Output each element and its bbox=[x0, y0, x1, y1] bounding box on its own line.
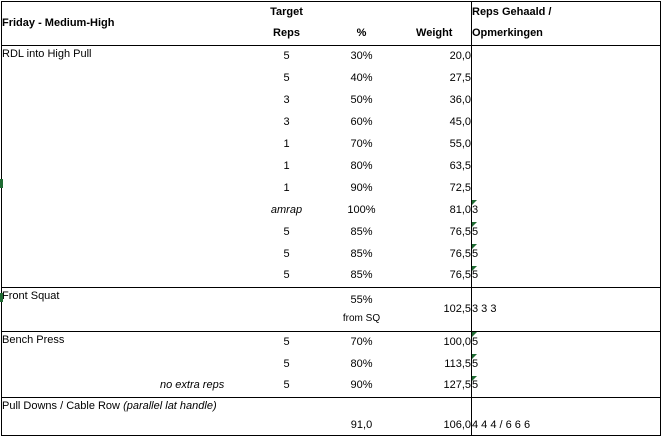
cell-notes[interactable] bbox=[472, 178, 661, 200]
cell-notes[interactable]: 5 bbox=[472, 222, 661, 244]
cell-reps[interactable]: 5 bbox=[283, 71, 290, 84]
header-spacer-weight bbox=[398, 2, 472, 24]
cell-weight[interactable]: 100,0 bbox=[398, 332, 472, 354]
table-row bbox=[2, 332, 661, 354]
cell-reps[interactable]: 5 bbox=[283, 247, 290, 260]
cell-notes[interactable]: 3 3 3 bbox=[472, 288, 661, 332]
header-reps: Reps bbox=[273, 27, 300, 40]
cell-pct[interactable]: 50% bbox=[350, 93, 373, 106]
cell-notes[interactable] bbox=[472, 112, 661, 134]
cell-weight[interactable]: 27,5 bbox=[449, 71, 471, 84]
cell-weight[interactable]: 76,5 bbox=[449, 247, 471, 260]
row-marker-icon bbox=[0, 293, 3, 302]
cell-pct[interactable]: 40% bbox=[350, 71, 373, 84]
cell-weight[interactable]: 55,0 bbox=[449, 137, 471, 150]
cell-pct[interactable] bbox=[326, 288, 398, 332]
page-title: Friday - Medium-High bbox=[2, 2, 248, 46]
exercise-name-text: Pull Downs / Cable Row bbox=[2, 400, 120, 412]
table-header-row-1 bbox=[2, 2, 661, 24]
cell-weight[interactable]: 76,5 bbox=[449, 225, 471, 238]
cell-reps[interactable]: 1 bbox=[283, 137, 290, 150]
cell-notes[interactable] bbox=[472, 134, 661, 156]
exercise-name-pull-downs bbox=[2, 398, 248, 436]
cell-weight[interactable]: 106,0 bbox=[398, 398, 472, 436]
cell-reps-amrap[interactable]: amrap bbox=[270, 203, 303, 216]
header-notes-line2: Opmerkingen bbox=[472, 24, 661, 46]
cell-notes[interactable]: 5 bbox=[472, 266, 661, 288]
cell-pct[interactable]: 70% bbox=[350, 137, 373, 150]
cell-reps[interactable] bbox=[248, 398, 326, 436]
header-notes-line1: Reps Gehaald / bbox=[472, 2, 661, 24]
header-spacer-pct bbox=[326, 2, 398, 24]
table-row bbox=[2, 398, 661, 436]
cell-reps[interactable]: no extra reps 5 bbox=[160, 379, 290, 392]
cell-pct[interactable]: 90% bbox=[350, 181, 373, 194]
cell-pct[interactable]: 85% bbox=[350, 269, 373, 282]
cell-pct[interactable]: 90% bbox=[350, 379, 373, 392]
cell-notes[interactable]: 5 bbox=[472, 332, 661, 354]
spreadsheet-sheet bbox=[0, 1, 661, 432]
cell-reps[interactable]: 3 bbox=[283, 93, 290, 106]
cell-pct-source: from SQ bbox=[342, 312, 381, 324]
exercise-name-front-squat: Front Squat bbox=[2, 288, 248, 332]
cell-pct[interactable]: 30% bbox=[326, 46, 398, 68]
cell-pct-value: 55% bbox=[350, 293, 373, 306]
header-weight: Weight bbox=[416, 27, 453, 40]
cell-reps[interactable]: 5 bbox=[283, 269, 290, 282]
cell-pct[interactable]: 85% bbox=[350, 225, 373, 238]
cell-pct[interactable]: 80% bbox=[350, 159, 373, 172]
cell-weight[interactable]: 76,5 bbox=[449, 269, 471, 282]
cell-reps[interactable]: 5 bbox=[283, 357, 290, 370]
cell-notes[interactable] bbox=[472, 68, 661, 90]
cell-weight[interactable]: 36,0 bbox=[449, 93, 471, 106]
cell-notes[interactable]: 3 bbox=[472, 200, 661, 222]
cell-notes[interactable]: 4 4 4 / 6 6 6 bbox=[472, 398, 661, 436]
workout-table bbox=[1, 1, 661, 436]
cell-notes[interactable] bbox=[472, 46, 661, 68]
cell-weight[interactable]: 127,5 bbox=[443, 379, 471, 392]
cell-pct[interactable]: 80% bbox=[350, 357, 373, 370]
exercise-name-suffix: (parallel lat handle) bbox=[123, 400, 217, 412]
cell-weight[interactable]: 63,5 bbox=[449, 159, 471, 172]
cell-pct[interactable]: 91,0 bbox=[326, 398, 398, 436]
header-target: Target bbox=[248, 2, 326, 24]
cell-pct[interactable]: 85% bbox=[350, 247, 373, 260]
cell-reps[interactable]: 5 bbox=[248, 46, 326, 68]
cell-weight[interactable]: 72,5 bbox=[449, 181, 471, 194]
cell-pct[interactable]: 70% bbox=[326, 332, 398, 354]
exercise-name-bench-press: Bench Press bbox=[2, 332, 248, 398]
table-row bbox=[2, 46, 661, 68]
cell-weight[interactable]: 113,5 bbox=[444, 357, 471, 370]
exercise-name-rdl: RDL into High Pull bbox=[2, 46, 248, 288]
cell-weight[interactable]: 20,0 bbox=[398, 46, 472, 68]
cell-reps[interactable]: 5 bbox=[248, 332, 326, 354]
cell-weight[interactable]: 81,0 bbox=[449, 203, 471, 216]
cell-weight[interactable]: 45,0 bbox=[449, 115, 471, 128]
cell-reps[interactable]: 5 bbox=[283, 225, 290, 238]
cell-notes[interactable] bbox=[472, 156, 661, 178]
cell-reps-value: 5 bbox=[283, 379, 290, 392]
cell-notes[interactable]: 5 bbox=[472, 376, 661, 398]
header-pct: % bbox=[356, 27, 367, 40]
cell-pct[interactable]: 100% bbox=[347, 203, 376, 216]
row-marker-icon bbox=[0, 179, 3, 188]
cell-reps[interactable]: 3 bbox=[283, 115, 290, 128]
cell-weight[interactable]: 102,5 bbox=[398, 288, 472, 332]
cell-notes[interactable] bbox=[472, 90, 661, 112]
table-row bbox=[2, 288, 661, 332]
cell-reps[interactable]: 1 bbox=[283, 159, 290, 172]
cell-reps[interactable] bbox=[248, 288, 326, 332]
cell-notes[interactable]: 5 bbox=[472, 244, 661, 266]
cell-pct[interactable]: 60% bbox=[350, 115, 373, 128]
cell-reps[interactable]: 1 bbox=[283, 181, 290, 194]
cell-notes[interactable]: 5 bbox=[472, 354, 661, 376]
